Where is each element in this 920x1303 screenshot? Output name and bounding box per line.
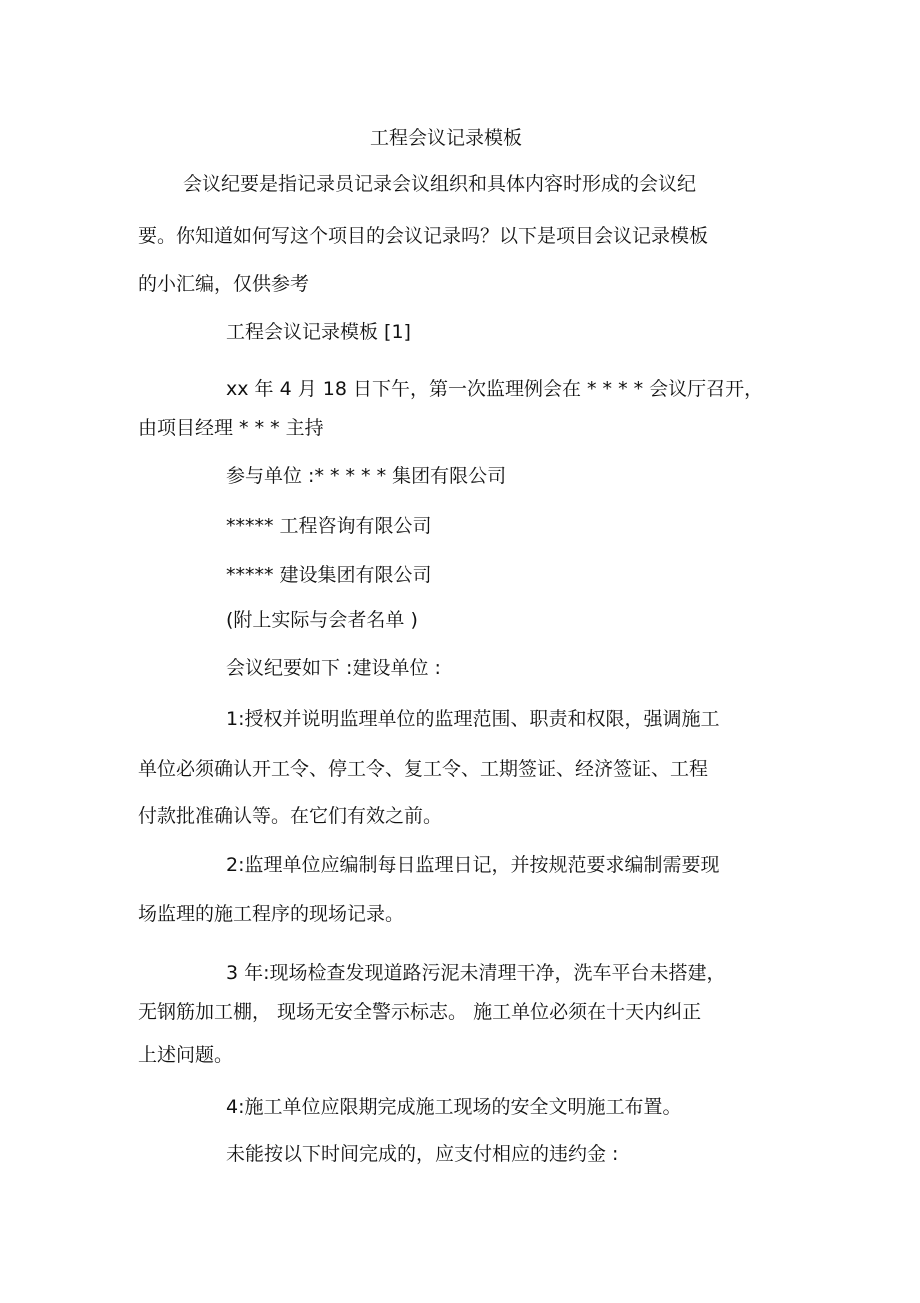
penalty-line: 未能按以下时间完成的，应支付相应的违约金 : <box>226 1143 619 1165</box>
item-3-line-2: 无钢筋加工棚， 现场无安全警示标志。 施工单位必须在十天内纠正 <box>138 1001 702 1023</box>
document-title: 工程会议记录模板 <box>370 127 523 149</box>
participant-line-2: ***** 工程咨询有限公司 <box>226 515 432 537</box>
item-1-line-1: 1:授权并说明监理单位的监理范围、职责和权限，强调施工 <box>226 708 720 730</box>
participant-line-1: 参与单位 :* * * * * 集团有限公司 <box>226 465 507 487</box>
meeting-info-line-2: 由项目经理 * * * 主持 <box>138 417 324 439</box>
participant-line-3: ***** 建设集团有限公司 <box>226 564 432 586</box>
intro-line-1: 会议纪要是指记录员记录会议组织和具体内容时形成的会议纪 <box>183 173 697 195</box>
section-heading: 工程会议记录模板 [1] <box>226 321 411 343</box>
item-2-line-1: 2:监理单位应编制每日监理日记，并按规范要求编制需要现 <box>226 854 720 876</box>
meeting-info-line-1: xx 年 4 月 18 日下午，第一次监理例会在 * * * * 会议厅召开， <box>226 378 764 400</box>
summary-heading: 会议纪要如下 :建设单位 : <box>226 657 441 679</box>
item-2-line-2: 场监理的施工程序的现场记录。 <box>138 903 405 925</box>
intro-line-3: 的小汇编，仅供参考 <box>138 273 310 295</box>
item-1-line-2: 单位必须确认开工令、停工令、复工令、工期签证、经济签证、工程 <box>138 758 709 780</box>
item-3-line-1: 3 年:现场检查发现道路污泥未清理干净，洗车平台未搭建， <box>226 962 726 984</box>
attendee-note: (附上实际与会者名单 ) <box>226 609 418 631</box>
item-1-line-3: 付款批准确认等。在它们有效之前。 <box>138 805 443 827</box>
intro-line-2: 要。你知道如何写这个项目的会议记录吗？以下是项目会议记录模板 <box>138 225 709 247</box>
item-4-line-1: 4:施工单位应限期完成施工现场的安全文明施工布置。 <box>226 1096 682 1118</box>
item-3-line-3: 上述问题。 <box>138 1044 234 1066</box>
